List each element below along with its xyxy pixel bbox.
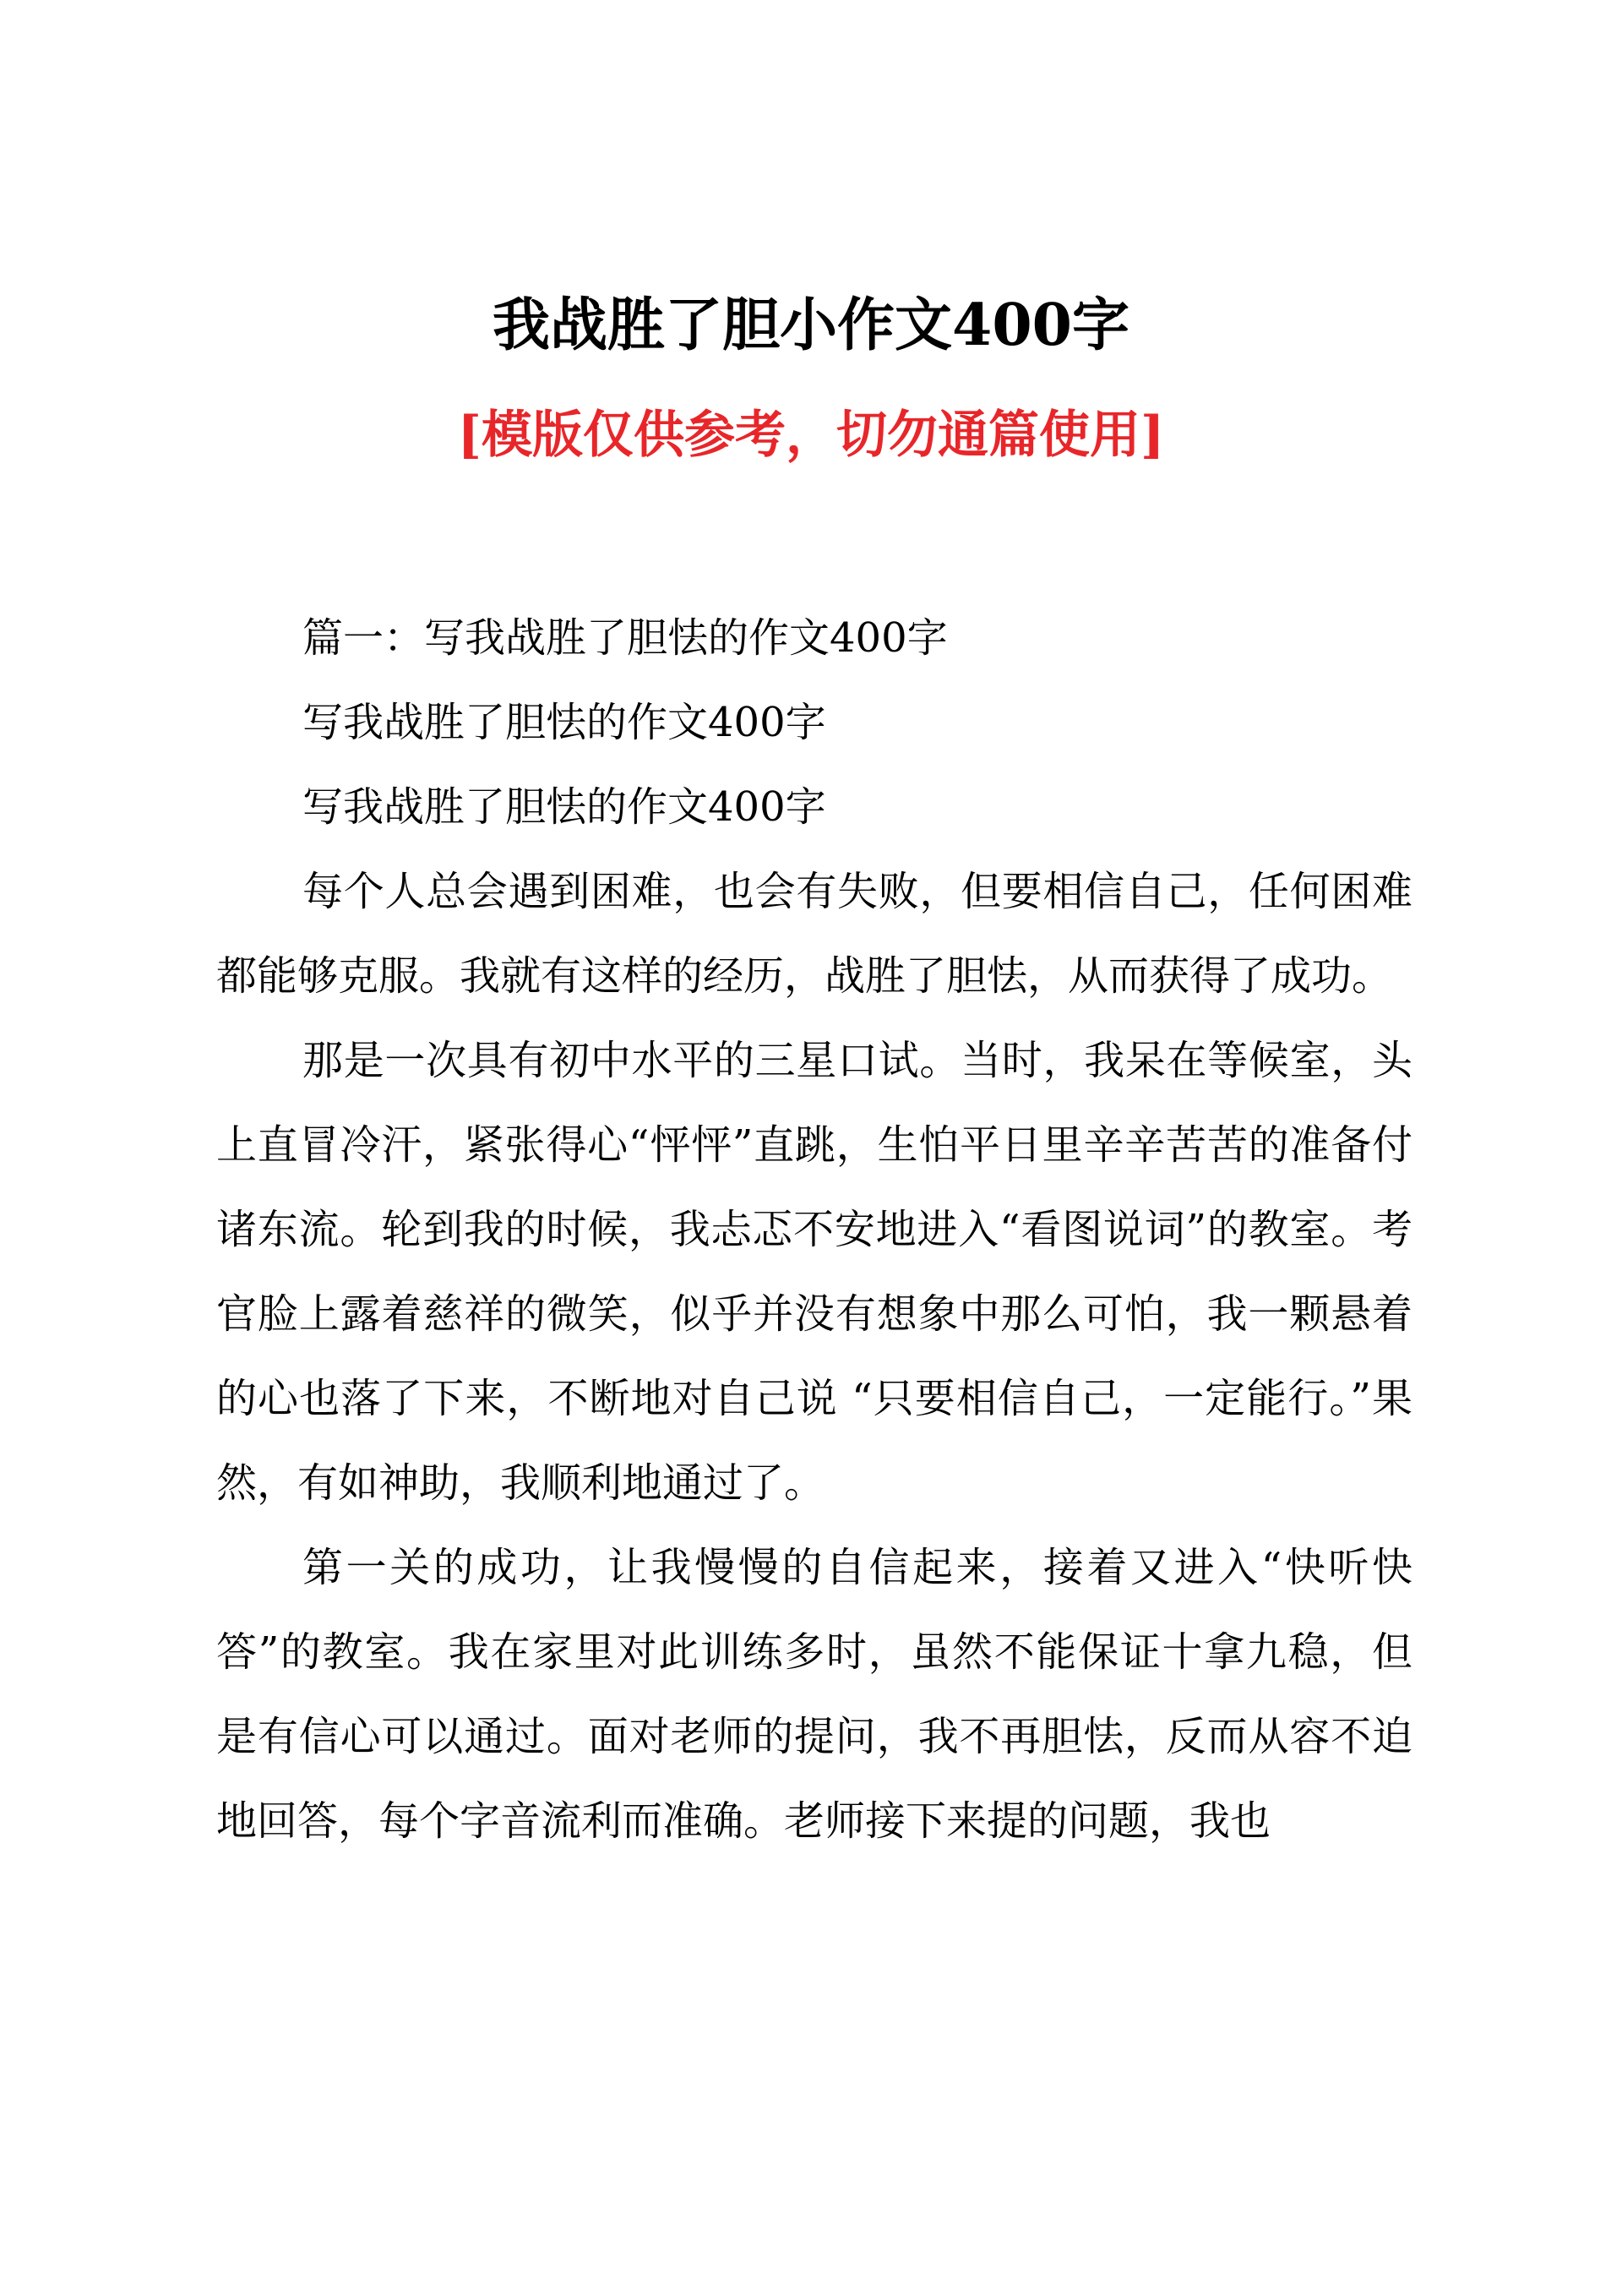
article-heading: 写我战胜了胆怯的作文400字 [302, 699, 826, 746]
article-body [216, 596, 1412, 1863]
article-heading-repeat: 写我战胜了胆怯的作文400字 [302, 783, 826, 831]
paragraph: 那是一次具有初中水平的三星口试。当时，我呆在等候室，头上直冒冷汗，紧张得心“怦怦”直跳，生怕平日里辛辛苦苦的准备付诸东流。轮到我的时候，我忐忑不安地进入“看图说词”的教室。考官脸上露着慈祥的微笑，似乎并没有想象中那么可怕，我一颗悬着的心也落了下来，不断地对自己说 “只要相信自己，一定能行。”果然，有如神助，我顺利地通过了。 [216, 1037, 1412, 1507]
template-disclaimer: [模版仅供参考，切勿通篇使用] [457, 406, 1165, 465]
page-title: 我战胜了胆小作文400字 [493, 292, 1129, 359]
paragraph: 第一关的成功，让我慢慢的自信起来，接着又进入“快听快答”的教室。我在家里对此训练多时，虽然不能保证十拿九稳，但是有信心可以通过。面对老师的提问，我不再胆怯，反而从容不迫地回答，每个字音流利而准确。老师接下来提的问题，我也 [216, 1544, 1412, 1845]
section-heading: 篇一：写我战胜了胆怯的作文400字 [302, 614, 948, 662]
paragraph: 每个人总会遇到困难，也会有失败，但要相信自己，任何困难都能够克服。我就有这样的经历，战胜了胆怯，从而获得了成功。 [216, 868, 1412, 1000]
